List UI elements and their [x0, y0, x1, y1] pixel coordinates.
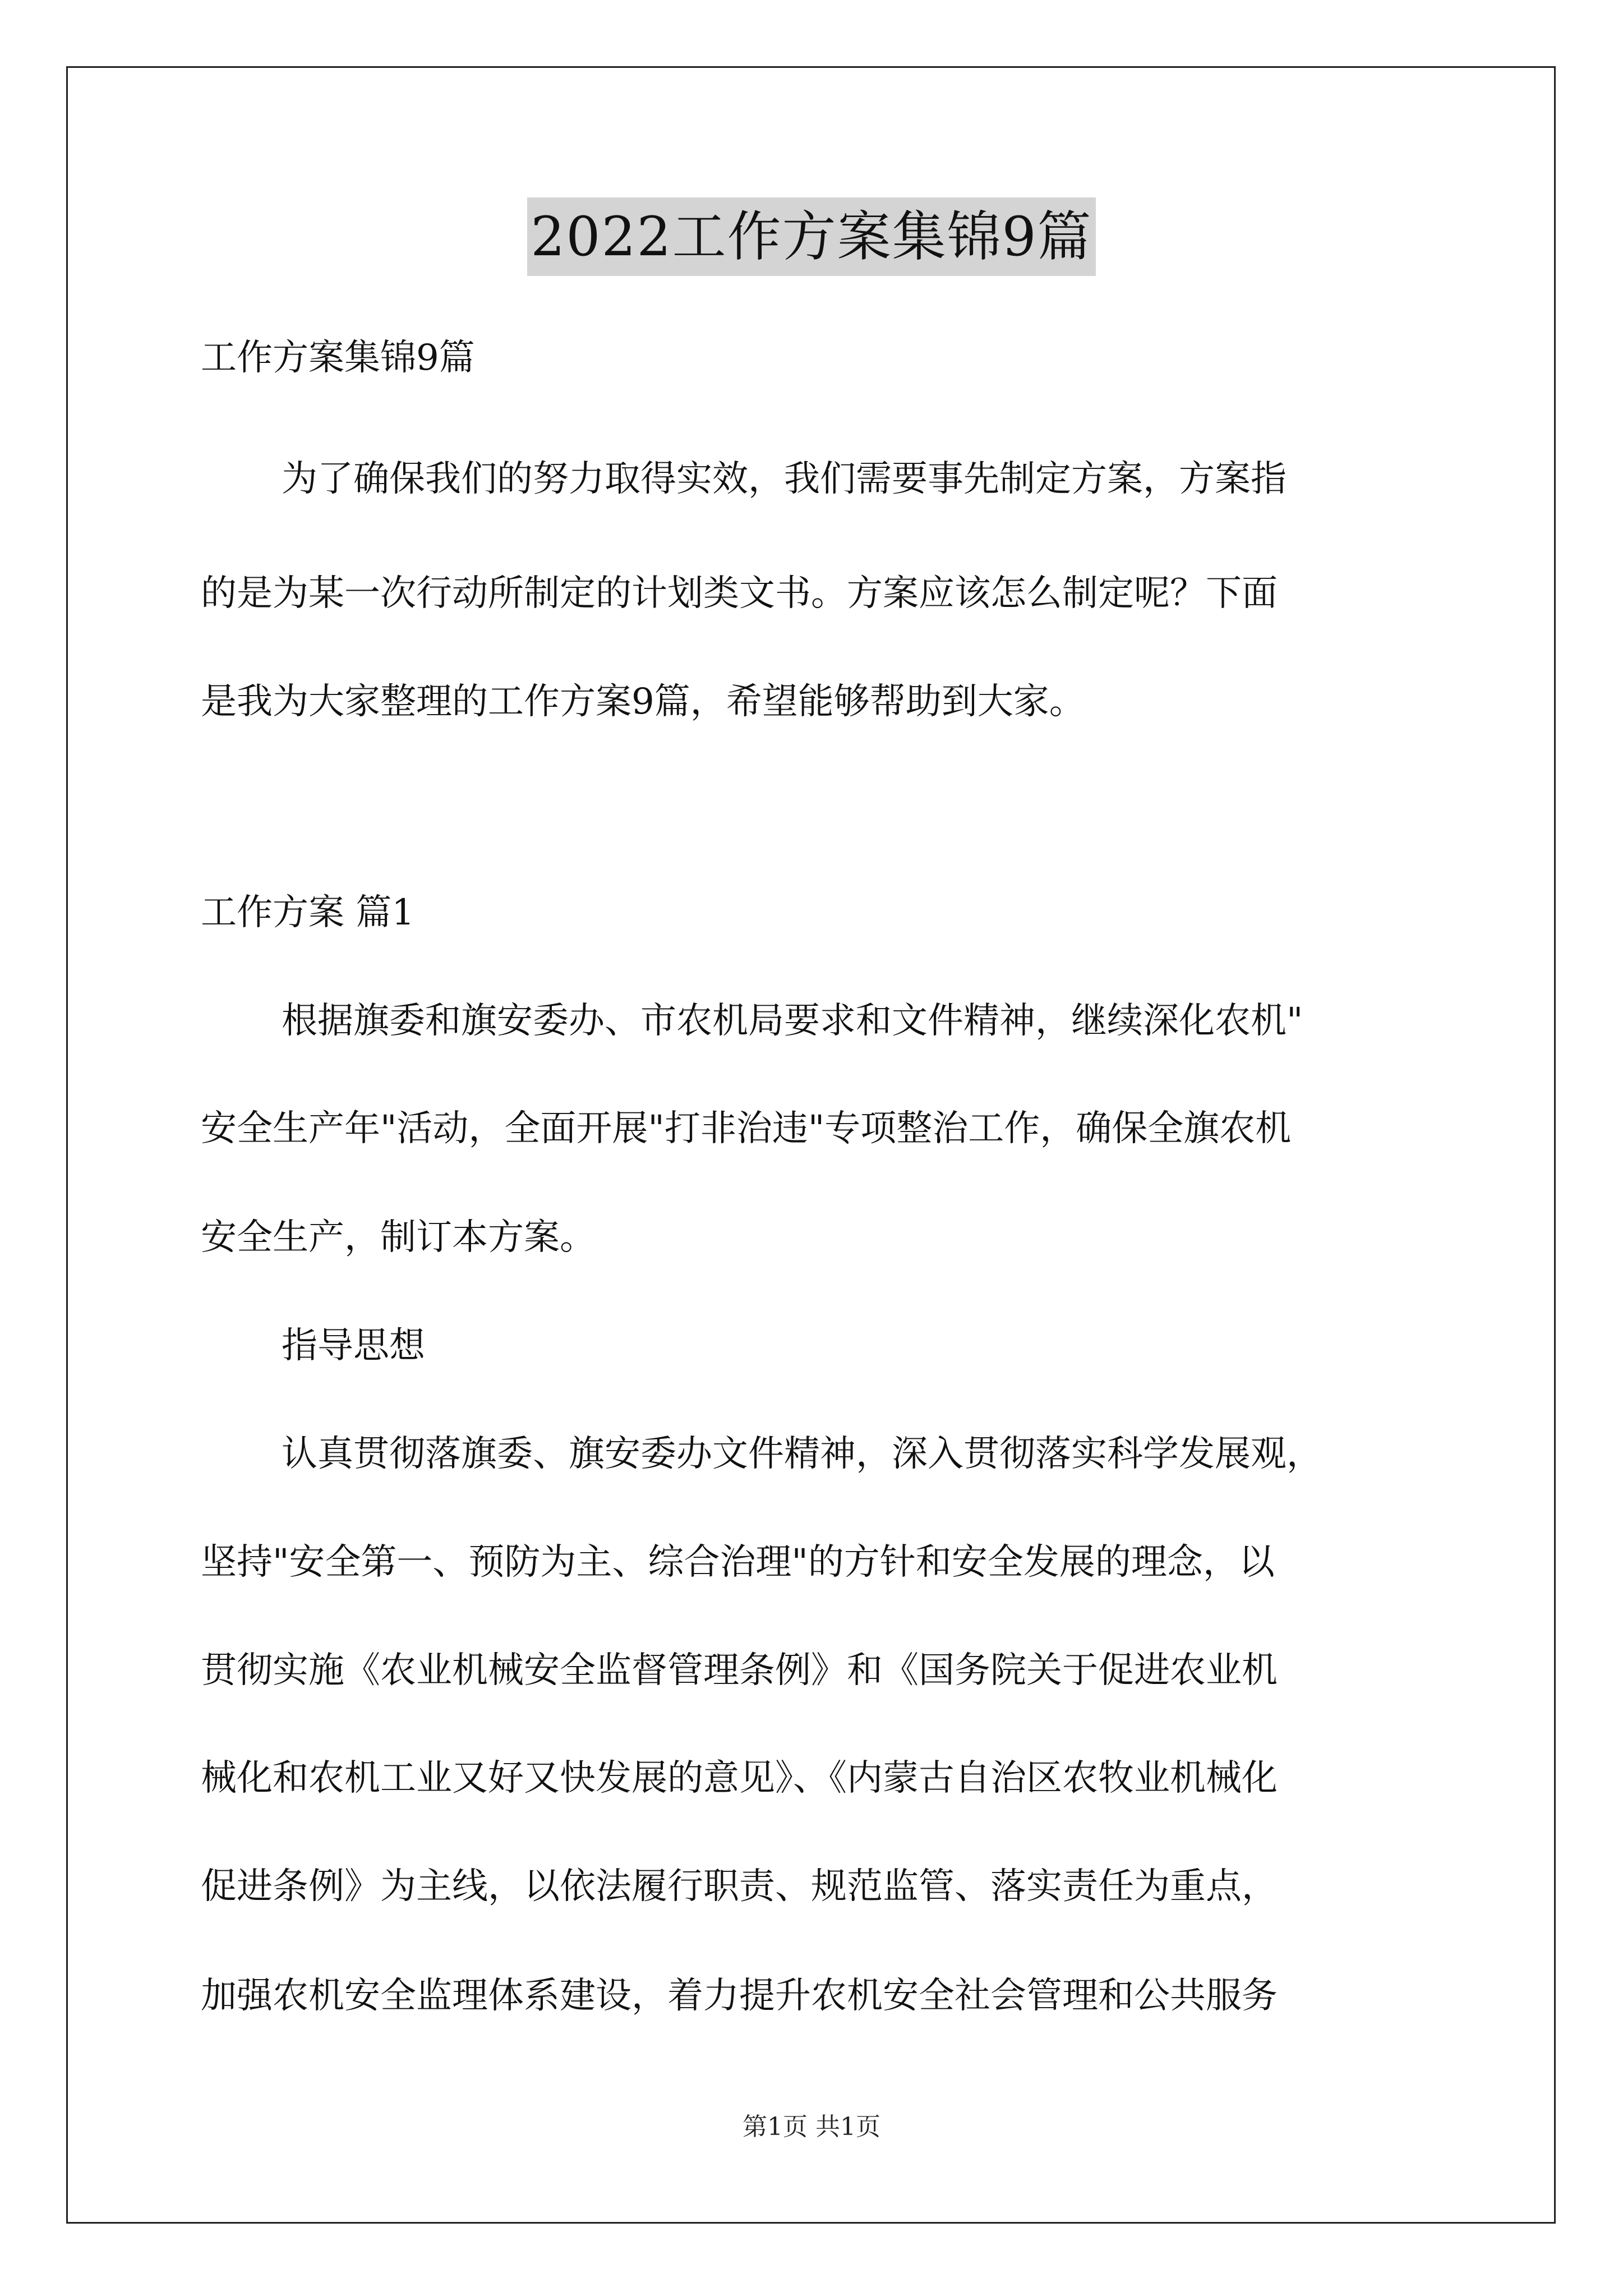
paragraph-line: 安全生产年"活动，全面开展"打非治违"专项整治工作，确保全旗农机: [201, 1108, 1292, 1149]
paragraph-line: 认真贯彻落旗委、旗安委办文件精神，深入贯彻落实科学发展观，: [282, 1433, 1322, 1475]
intro-line: 的是为某一次行动所制定的计划类文书。方案应该怎么制定呢？下面: [201, 573, 1278, 614]
document-title: 2022工作方案集锦9篇: [527, 197, 1095, 276]
paragraph-line: 坚持"安全第一、预防为主、综合治理"的方针和安全发展的理念，以: [201, 1542, 1275, 1583]
intro-line: 为了确保我们的努力取得实效，我们需要事先制定方案，方案指: [282, 458, 1287, 500]
page-footer: 第1页 共1页: [743, 2113, 880, 2141]
paragraph-line: 贯彻实施《农业机械安全监督管理条例》和《国务院关于促进农业机: [201, 1650, 1278, 1691]
subsection-heading: 指导思想: [282, 1325, 425, 1366]
intro-line: 是我为大家整理的工作方案9篇，希望能够帮助到大家。: [201, 681, 1085, 723]
title-container: [0, 197, 1623, 276]
section-heading: 工作方案 篇1: [201, 892, 415, 933]
paragraph-line: 械化和农机工业又好又快发展的意见》、《内蒙古自治区农牧业机械化: [201, 1757, 1278, 1799]
document-subtitle: 工作方案集锦9篇: [201, 337, 475, 379]
paragraph-line: 促进条例》为主线，以依法履行职责、规范监管、落实责任为重点，: [201, 1866, 1278, 1907]
paragraph-line: 根据旗委和旗安委办、市农机局要求和文件精神，继续深化农机": [282, 1000, 1303, 1042]
paragraph-line: 加强农机安全监理体系建设，着力提升农机安全社会管理和公共服务: [201, 1975, 1278, 2017]
paragraph-line: 安全生产，制订本方案。: [201, 1217, 596, 1258]
